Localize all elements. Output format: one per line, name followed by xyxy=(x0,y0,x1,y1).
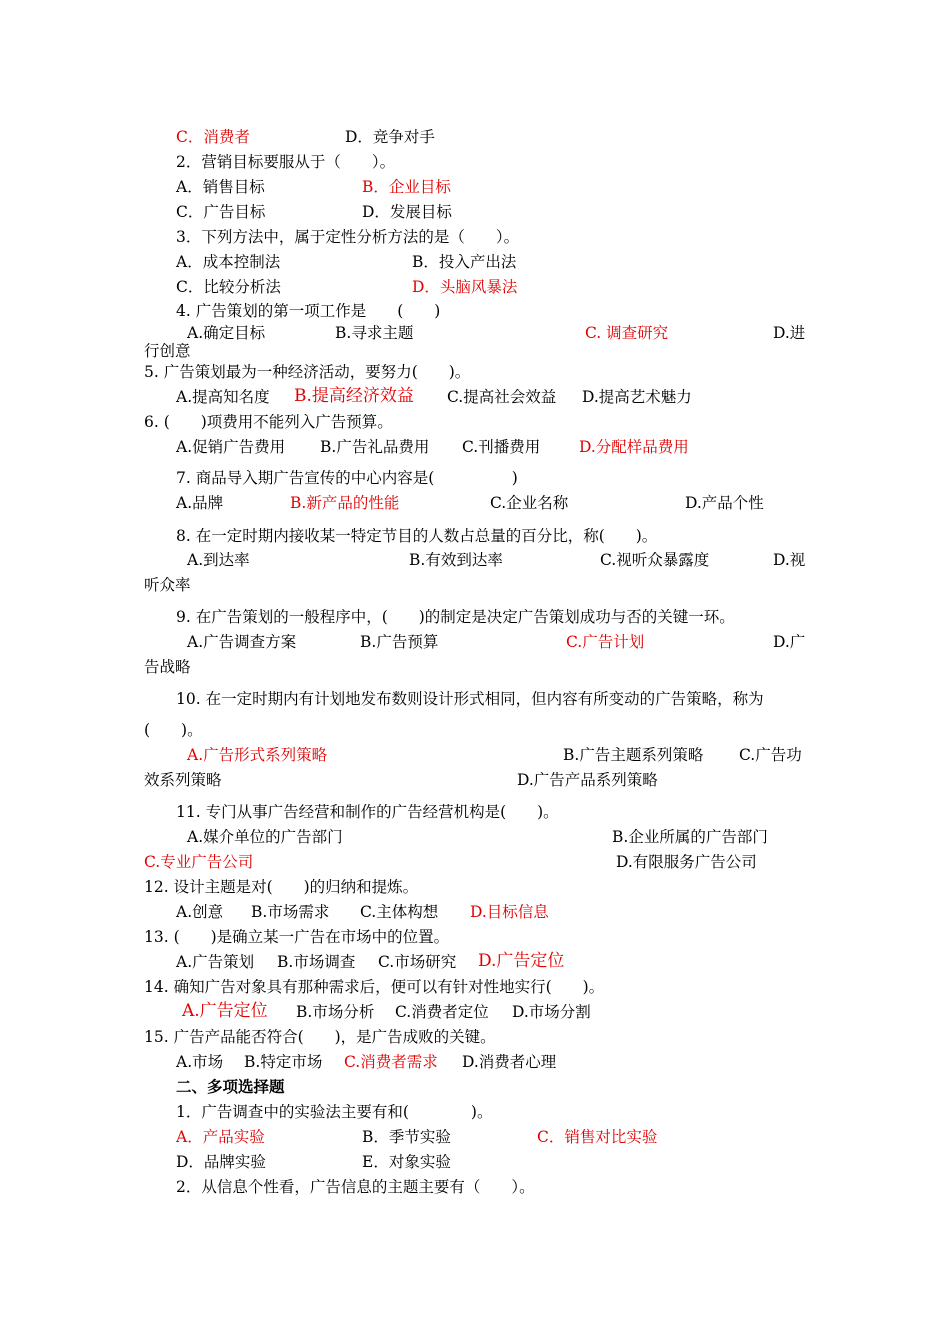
q2-option-b: B．企业目标 xyxy=(362,178,451,196)
q8-option-d: D.视 xyxy=(773,551,806,569)
q0-option-d: D．竞争对手 xyxy=(345,128,435,146)
q7-stem: 7. 商品导入期广告宣传的中心内容是( ) xyxy=(176,469,518,487)
q11-option-c: C.专业广告公司 xyxy=(144,853,254,871)
q14-stem: 14. 确知广告对象具有那种需求后，便可以有针对性地实行( )。 xyxy=(144,978,605,996)
q4-stem: 4. 广告策划的第一项工作是 ( ) xyxy=(176,302,441,320)
q2-option-a: A．销售目标 xyxy=(176,178,265,196)
q2-stem: 2．营销目标要服从于（ ）。 xyxy=(176,153,396,171)
q3-option-d: D．头脑风暴法 xyxy=(412,278,518,296)
m2-stem: 2．从信息个性看，广告信息的主题主要有（ ）。 xyxy=(176,1178,535,1196)
q5-option-a: A.提高知名度 xyxy=(176,388,270,406)
q12-option-b: B.市场需求 xyxy=(251,903,330,921)
q7-option-b: B.新产品的性能 xyxy=(290,494,400,512)
q9-option-a: A.广告调查方案 xyxy=(187,633,297,651)
q15-option-b: B.特定市场 xyxy=(244,1053,323,1071)
q6-option-b: B.广告礼品费用 xyxy=(320,438,430,456)
q6-option-c: C.刊播费用 xyxy=(462,438,541,456)
q11-option-d: D.有限服务广告公司 xyxy=(616,853,757,871)
q10-option-b: B.广告主题系列策略 xyxy=(563,746,704,764)
q7-option-a: A.品牌 xyxy=(176,494,224,512)
q10-option-d: D.广告产品系列策略 xyxy=(517,771,658,789)
q10-stem: 10. 在一定时期内有计划地发布数则设计形式相同，但内容有所变动的广告策略，称为 xyxy=(176,690,764,708)
q13-option-a: A.广告策划 xyxy=(176,953,255,971)
q8-option-a: A.到达率 xyxy=(187,551,250,569)
q9-stem: 9. 在广告策划的一般程序中，( )的制定是决定广告策划成功与否的关键一环。 xyxy=(176,608,735,626)
q15-option-c: C.消费者需求 xyxy=(344,1053,438,1071)
q12-stem: 12. 设计主题是对( )的归纳和提炼。 xyxy=(144,878,419,896)
q3-option-c: C．比较分析法 xyxy=(176,278,281,296)
q11-option-b: B.企业所属的广告部门 xyxy=(612,828,768,846)
q2-option-c: C．广告目标 xyxy=(176,203,266,221)
q12-option-d: D.目标信息 xyxy=(470,903,549,921)
q8-option-c: C.视听众暴露度 xyxy=(600,551,710,569)
q3-option-a: A．成本控制法 xyxy=(176,253,281,271)
m1-stem: 1．广告调查中的实验法主要有和( )。 xyxy=(176,1103,493,1121)
q9-option-d-cont: 告战略 xyxy=(144,658,191,676)
q13-option-d: D.广告定位 xyxy=(478,951,565,971)
q6-option-d: D.分配样品费用 xyxy=(579,438,689,456)
q6-option-a: A.促销广告费用 xyxy=(176,438,286,456)
q4-option-a: A.确定目标 xyxy=(187,324,266,342)
q9-option-c: C.广告计划 xyxy=(566,633,645,651)
m1-option-e: E．对象实验 xyxy=(362,1153,451,1171)
q4-option-b: B.寻求主题 xyxy=(335,324,414,342)
q12-option-a: A.创意 xyxy=(176,903,224,921)
q15-option-a: A.市场 xyxy=(176,1053,224,1071)
q9-option-b: B.广告预算 xyxy=(360,633,439,651)
q6-stem: 6. ( )项费用不能列入广告预算。 xyxy=(144,413,393,431)
q13-stem: 13. ( )是确立某一广告在市场中的位置。 xyxy=(144,928,450,946)
q12-option-c: C.主体构想 xyxy=(360,903,439,921)
q5-option-c: C.提高社会效益 xyxy=(447,388,557,406)
q14-option-b: B.市场分析 xyxy=(296,1003,375,1021)
q9-option-d: D.广 xyxy=(773,633,806,651)
q5-option-b: B.提高经济效益 xyxy=(294,386,414,406)
q14-option-a: A.广告定位 xyxy=(182,1001,268,1021)
q13-option-b: B.市场调查 xyxy=(277,953,356,971)
section-title-multiple-choice: 二、多项选择题 xyxy=(176,1077,285,1096)
q3-stem: 3．下列方法中，属于定性分析方法的是（ ）。 xyxy=(176,228,520,246)
m1-option-a: A．产品实验 xyxy=(176,1128,265,1146)
q10-option-a: A.广告形式系列策略 xyxy=(187,746,328,764)
q5-option-d: D.提高艺术魅力 xyxy=(582,388,692,406)
q0-option-c: C．消费者 xyxy=(176,128,250,146)
q15-option-d: D.消费者心理 xyxy=(462,1053,557,1071)
m1-option-c: C．销售对比实验 xyxy=(537,1128,658,1146)
q10-stem-cont: ( )。 xyxy=(144,721,203,739)
q15-stem: 15. 广告产品能否符合( )，是广告成败的关键。 xyxy=(144,1028,496,1046)
q8-stem: 8. 在一定时期内接收某一特定节目的人数占总量的百分比，称( )。 xyxy=(176,527,658,545)
q4-option-d: D.进 xyxy=(773,324,806,342)
q11-stem: 11. 专门从事广告经营和制作的广告经营机构是( )。 xyxy=(176,803,559,821)
q14-option-d: D.市场分割 xyxy=(512,1003,591,1021)
q10-option-c: C.广告功 xyxy=(739,746,802,764)
q2-option-d: D．发展目标 xyxy=(362,203,452,221)
q4-option-d-cont: 行创意 xyxy=(144,342,191,360)
q3-option-b: B．投入产出法 xyxy=(412,253,517,271)
q4-option-c: C. 调查研究 xyxy=(585,324,669,342)
q5-stem: 5. 广告策划最为一种经济活动，要努力( )。 xyxy=(144,363,471,381)
q7-option-d: D.产品个性 xyxy=(685,494,764,512)
q7-option-c: C.企业名称 xyxy=(490,494,569,512)
q10-option-c-cont: 效系列策略 xyxy=(144,771,222,789)
m1-option-b: B．季节实验 xyxy=(362,1128,451,1146)
q14-option-c: C.消费者定位 xyxy=(395,1003,489,1021)
m1-option-d: D．品牌实验 xyxy=(176,1153,266,1171)
q11-option-a: A.媒介单位的广告部门 xyxy=(187,828,343,846)
q13-option-c: C.市场研究 xyxy=(378,953,457,971)
q8-option-b: B.有效到达率 xyxy=(409,551,503,569)
q8-option-d-cont: 听众率 xyxy=(144,576,191,594)
